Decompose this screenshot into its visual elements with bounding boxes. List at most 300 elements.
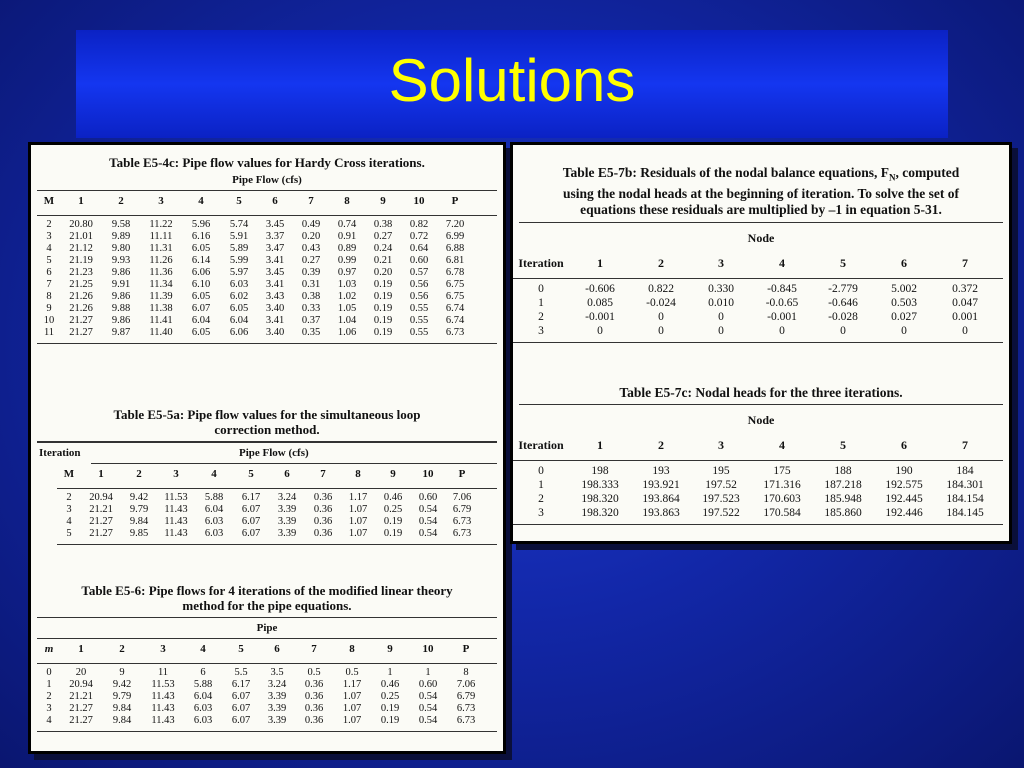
table-cell: 9.58 [111,219,131,230]
table-cell: 5.89 [229,243,249,254]
caption-line: correction method. [214,422,320,437]
table-rule [37,617,497,618]
column-header: 9 [380,195,386,207]
table-cell: 0.25 [383,504,403,515]
table-cell: 170.584 [763,507,801,519]
table-cell: 0.21 [373,255,393,266]
table-cell: 0.36 [304,715,324,726]
table-cell: 0.57 [409,267,429,278]
table-cell: -0.024 [646,296,676,309]
table-cell: 192.446 [885,507,923,519]
table-header-row [513,252,1009,274]
row-index-cell: 10 [43,315,55,326]
table-cell: 6.04 [193,691,213,702]
table-cell: 11.31 [149,243,173,254]
table-cell: 9.84 [129,516,149,527]
table-cell: 197.522 [702,507,740,519]
column-header: 2 [658,255,664,270]
table-header-row [57,464,497,484]
row-index-cell: 0 [538,465,544,477]
column-header: 4 [198,195,204,207]
row-index-cell: 5 [66,528,72,539]
table-cell: 7.06 [452,492,472,503]
table-cell: 6.07 [231,715,251,726]
table-cell: 6.04 [229,315,249,326]
column-header: 4 [211,468,217,480]
table-cell: 0.19 [380,703,400,714]
table-cell: 193.864 [642,493,680,505]
table-cell: 3.39 [267,703,287,714]
table-body [37,664,497,727]
table-e5-7c [513,385,1009,525]
row-index-cell: 8 [46,291,52,302]
table-cell: -0.001 [767,310,797,323]
table-cell: 5.91 [229,231,249,242]
column-header [37,639,61,659]
table-subheader: Node [747,413,775,427]
table-cell: 5.96 [191,219,211,230]
table-cell: 6.02 [229,291,249,302]
table-cell: 9.85 [129,528,149,539]
table-cell: 0.19 [373,279,393,290]
row-index-cell: 5 [46,255,52,266]
table-cell: 21.27 [69,703,93,714]
table-cell: 6.03 [193,715,213,726]
table-cell: 1.03 [337,279,357,290]
table-cell: 185.860 [824,507,862,519]
table-cell: 0.60 [418,679,438,690]
column-header: P [451,195,459,207]
table-cell: 21.27 [69,315,93,326]
table-cell: 6.05 [191,327,211,338]
table-cell: 0 [718,324,724,337]
table-rule [37,343,497,344]
column-header: 6 [901,255,907,270]
left-table-panel [28,142,506,754]
table-cell: 1.07 [348,528,368,539]
table-cell: 1.17 [342,679,362,690]
caption-line: method for the pipe equations. [182,598,352,613]
table-cell: 1.07 [348,504,368,515]
table-cell: 193.863 [642,507,680,519]
table-cell: 1 [387,667,393,678]
table-cell: 0 [962,324,968,337]
table-rule [37,731,497,732]
row-index-cell: 3 [46,703,52,714]
table-cell: 0.19 [383,528,403,539]
table-cell: -0.0.65 [765,296,799,309]
table-cell: 0.54 [418,516,438,527]
table-cell: 3.39 [277,528,297,539]
table-cell: 9.79 [112,691,132,702]
table-cell: 21.27 [89,528,113,539]
table-cell: 0.20 [301,231,321,242]
table-cell: 9.86 [111,267,131,278]
table-cell: 6.78 [445,267,465,278]
column-header: M [43,195,55,207]
table-cell: 21.01 [69,231,93,242]
table-cell: 11.43 [151,715,175,726]
table-cell: 198.320 [581,507,619,519]
table-cell: 6.75 [445,291,465,302]
table-cell: 0.33 [301,303,321,314]
table-cell: 0.56 [409,291,429,302]
table-caption [31,583,503,613]
table-cell: 0.31 [301,279,321,290]
table-caption [513,165,1009,218]
table-cell: 21.21 [89,504,113,515]
table-cell: 3.39 [267,715,287,726]
caption-subscript: N [888,172,896,183]
table-cell: 6.07 [231,703,251,714]
table-subheader: Pipe [256,622,278,634]
table-cell: 0.27 [301,255,321,266]
table-e5-7b [513,165,1009,343]
table-cell: 3.37 [265,231,285,242]
column-header: 1 [98,468,104,480]
table-cell: 6.07 [191,303,211,314]
column-header: 1 [597,255,603,270]
table-cell: 6.74 [445,315,465,326]
row-index-cell: 4 [46,715,52,726]
table-cell: 0.372 [952,282,978,295]
table-cell: 1.05 [337,303,357,314]
column-header: 8 [349,643,355,655]
table-cell: 9.91 [111,279,131,290]
table-cell: 6.05 [191,243,211,254]
column-header: 8 [355,468,361,480]
table-cell: 3.41 [265,315,285,326]
column-header: 9 [387,643,393,655]
row-index-cell: 11 [43,327,55,338]
column-header: 10 [413,195,425,207]
table-cell: -0.028 [828,310,858,323]
table-cell: 6.10 [191,279,211,290]
table-cell: 3.40 [265,327,285,338]
table-cell: 198 [591,465,609,477]
table-cell: 198.333 [581,479,619,491]
table-cell: 9.42 [129,492,149,503]
column-header: 3 [173,468,179,480]
table-cell: 3.45 [265,219,285,230]
table-cell: 0.37 [301,315,321,326]
table-cell: 0.36 [313,516,333,527]
table-cell: 6.07 [241,516,261,527]
table-body [513,279,1009,338]
table-cell: 3.39 [277,516,297,527]
table-cell: 11.22 [149,219,173,230]
column-header: 4 [200,643,206,655]
table-cell: 0.89 [337,243,357,254]
table-cell: 3.24 [277,492,297,503]
table-cell: 21.12 [69,243,93,254]
table-cell: 185.948 [824,493,862,505]
row-index-cell: 1 [46,679,52,690]
table-cell: 7.20 [445,219,465,230]
table-caption [31,407,503,437]
table-cell: 0.19 [373,327,393,338]
table-cell: 20.94 [69,679,93,690]
table-cell: 6.17 [241,492,261,503]
table-cell: 0.99 [337,255,357,266]
table-cell: 0.60 [409,255,429,266]
table-cell: 21.26 [69,303,93,314]
row-index-cell: 0 [46,667,52,678]
table-cell: 193 [652,465,670,477]
table-cell: 11.53 [151,679,175,690]
table-cell: 6.79 [452,504,472,515]
caption-line: Table E5-7b: Residuals of the nodal balance equations, F [562,165,889,180]
table-cell: 0.503 [891,296,917,309]
table-cell: 11.43 [164,504,188,515]
table-body [513,461,1009,520]
iteration-label: Iteration [39,447,81,459]
table-subheader: Node [747,230,775,245]
table-cell: 0.001 [952,310,978,323]
table-cell: 0.46 [380,679,400,690]
row-index-cell: 3 [46,231,52,242]
table-cell: 5.99 [229,255,249,266]
caption-line: Table E5-6: Pipe flows for 4 iterations of the modified linear theory [81,583,453,598]
table-cell: 5.5 [234,667,248,678]
table-cell: 6.99 [445,231,465,242]
table-cell: 188 [834,465,852,477]
table-rule [513,342,1003,343]
table-cell: 0.55 [409,315,429,326]
table-cell: 6.04 [204,504,224,515]
table-rule [513,524,1003,525]
table-cell: -0.646 [828,296,858,309]
table-cell: 6.03 [193,703,213,714]
table-cell: 0 [840,324,846,337]
table-cell: 21.27 [89,516,113,527]
table-cell: 6.03 [229,279,249,290]
column-header: 5 [840,438,846,452]
table-cell: 0.35 [301,327,321,338]
table-cell: 197.523 [702,493,740,505]
row-index-cell: 2 [538,493,544,505]
table-rule [57,544,497,545]
table-cell: 6.73 [452,528,472,539]
table-cell: 0.54 [418,504,438,515]
table-cell: 9.87 [111,327,131,338]
column-header: 7 [320,468,326,480]
table-e5-5a [31,407,503,545]
table-cell: 6.73 [456,703,476,714]
row-index-cell: 0 [538,282,544,295]
table-cell: 6.04 [191,315,211,326]
caption-line: Table E5-5a: Pipe flow values for the simultaneous loop [113,407,421,422]
row-index-cell: 1 [538,296,544,309]
table-cell: 184.154 [946,493,984,505]
row-index-cell: 1 [538,479,544,491]
table-cell: 0.822 [648,282,674,295]
column-header: 3 [718,255,724,270]
column-header: 2 [118,195,124,207]
table-cell: 1 [425,667,431,678]
table-cell: 6.73 [452,516,472,527]
table-iteration-row [37,443,497,459]
table-cell: 0.19 [380,715,400,726]
row-index-cell: 3 [538,507,544,519]
table-cell: 0 [658,310,664,323]
table-cell: 0.38 [301,291,321,302]
table-cell: 11.39 [149,291,173,302]
table-rule [519,404,1003,405]
table-cell: 1.07 [342,703,362,714]
column-header: P [458,468,466,480]
table-cell: 6.74 [445,303,465,314]
table-cell: 11.53 [164,492,188,503]
table-cell: 0.36 [313,528,333,539]
table-cell: -0.001 [585,310,615,323]
table-cell: 0.46 [383,492,403,503]
table-cell: 3.39 [267,691,287,702]
table-cell: 184 [956,465,974,477]
table-cell: 0.55 [409,327,429,338]
table-cell: 6.03 [204,528,224,539]
table-cell: 0.5 [345,667,359,678]
column-header: 2 [119,643,125,655]
table-cell: 0.19 [373,291,393,302]
row-index-cell: 2 [66,492,72,503]
table-cell: 11 [157,667,169,678]
table-cell: 6.07 [241,528,261,539]
column-header: 7 [311,643,317,655]
table-cell: 0.19 [373,315,393,326]
table-cell: 6.79 [456,691,476,702]
table-cell: 5.88 [193,679,213,690]
table-cell: 6.14 [191,255,211,266]
table-cell: 1.07 [348,516,368,527]
table-cell: 3.45 [265,267,285,278]
table-cell: 0.27 [373,231,393,242]
table-cell: 11.11 [149,231,173,242]
table-cell: 195 [712,465,730,477]
table-cell: 0.38 [373,219,393,230]
row-index-cell: 3 [538,324,544,337]
table-cell: -2.779 [828,282,858,295]
table-cell: 8 [463,667,469,678]
table-cell: 5.74 [229,219,249,230]
table-cell: 0.54 [418,715,438,726]
table-cell: 184.145 [946,507,984,519]
table-cell: 6.06 [229,327,249,338]
table-cell: 0.43 [301,243,321,254]
table-cell: 9.42 [112,679,132,690]
table-cell: 6.05 [229,303,249,314]
table-subheader: Pipe Flow (cfs) [239,447,309,459]
table-subheader: Pipe Flow (cfs) [232,174,302,186]
row-index-cell: 2 [538,310,544,323]
table-cell: 6.81 [445,255,465,266]
row-index-cell: 2 [46,691,52,702]
table-cell: 9.88 [111,303,131,314]
table-cell: 197.52 [705,479,737,491]
column-header: 2 [658,438,664,452]
table-cell: 0 [718,310,724,323]
table-cell: 21.27 [69,327,93,338]
table-cell: 11.41 [149,315,173,326]
column-header: P [462,643,470,655]
table-cell: 0.027 [891,310,917,323]
row-index-cell: 3 [66,504,72,515]
column-header: 3 [718,438,724,452]
table-cell: 184.301 [946,479,984,491]
column-header: 6 [272,195,278,207]
column-header: 6 [284,468,290,480]
table-cell: 11.40 [149,327,173,338]
table-cell: 0 [658,324,664,337]
column-header: 1 [78,195,84,207]
table-cell: 0.19 [373,303,393,314]
table-cell: 0.20 [373,267,393,278]
table-e5-6 [31,583,503,732]
column-header-text: m [44,643,54,655]
table-cell: 3.41 [265,255,285,266]
table-cell: 6.88 [445,243,465,254]
table-cell: 9.79 [129,504,149,515]
table-cell: 0.24 [373,243,393,254]
table-cell: 0.25 [380,691,400,702]
table-cell: 1.07 [342,691,362,702]
table-cell: 6.03 [204,516,224,527]
table-cell: 3.24 [267,679,287,690]
column-header: 1 [78,643,84,655]
table-cell: 6.16 [191,231,211,242]
table-cell: 20 [75,667,87,678]
column-header: 5 [238,643,244,655]
table-cell: 0.54 [418,703,438,714]
table-cell: 1.17 [348,492,368,503]
title-band [76,30,948,138]
table-cell: 0.36 [304,679,324,690]
table-cell: 0 [779,324,785,337]
table-cell: 192.445 [885,493,923,505]
table-cell: 9.80 [111,243,131,254]
table-cell: 0.39 [301,267,321,278]
table-cell: 9.84 [112,715,132,726]
table-cell: 0.60 [418,492,438,503]
table-cell: 0.5 [307,667,321,678]
table-caption: Table E5-4c: Pipe flow values for Hardy Cross iterations. [109,155,425,170]
table-cell: 11.36 [149,267,173,278]
table-cell: 20.94 [89,492,113,503]
column-header: 8 [344,195,350,207]
table-cell: 3.41 [265,279,285,290]
column-header: 10 [422,643,434,655]
table-cell: 6.07 [241,504,261,515]
table-cell: 21.26 [69,291,93,302]
table-cell: 0.82 [409,219,429,230]
table-cell: 6 [200,667,206,678]
slide-title: Solutions [388,47,636,114]
table-cell: 0.97 [337,267,357,278]
table-cell: 11.43 [151,703,175,714]
table-cell: 0.36 [304,703,324,714]
table-rule [519,222,1003,223]
table-cell: 193.921 [642,479,680,491]
column-header: 1 [597,438,603,452]
table-cell: 0.36 [304,691,324,702]
table-e5-4c [31,155,503,344]
table-cell: 5.97 [229,267,249,278]
table-cell: 11.38 [149,303,173,314]
table-cell: 11.43 [164,516,188,527]
table-body [57,489,497,540]
table-cell: 3.40 [265,303,285,314]
table-cell: 1.02 [337,291,357,302]
